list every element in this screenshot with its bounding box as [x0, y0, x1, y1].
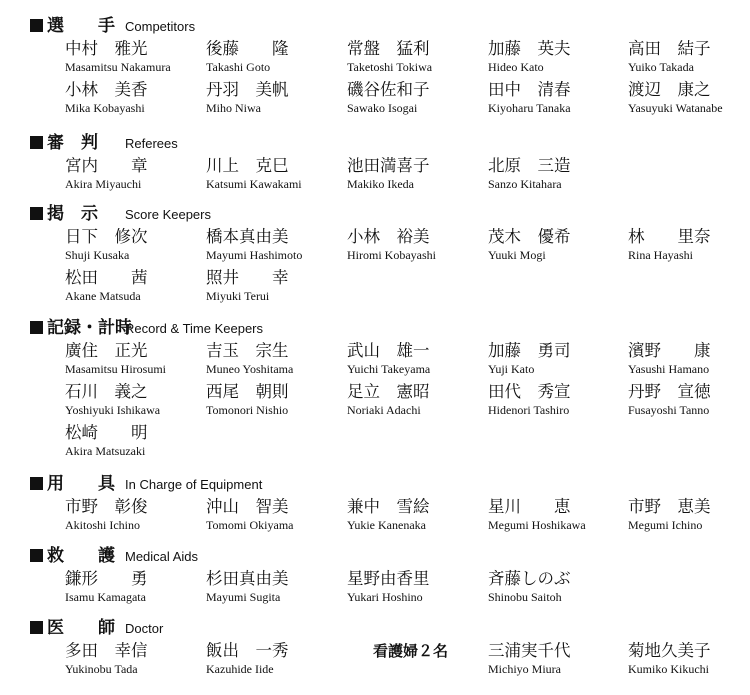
name-romaji: Masamitsu Hirosumi — [65, 362, 166, 376]
name-japanese: 足立 憲昭 — [347, 382, 430, 401]
name-japanese: 茂木 優希 — [488, 227, 571, 246]
bullet-square-icon — [30, 477, 43, 490]
name-romaji: Tomomi Okiyama — [206, 518, 294, 532]
name-romaji: Yuuki Mogi — [488, 248, 546, 262]
section-title-japanese: 選 手 — [47, 16, 115, 36]
name-romaji: Hideo Kato — [488, 60, 544, 74]
name-japanese: 廣住 正光 — [65, 341, 148, 360]
name-romaji: Miho Niwa — [206, 101, 261, 115]
section-title-english: Competitors — [125, 19, 196, 34]
name-japanese: 小林 裕美 — [347, 227, 430, 246]
name-japanese: 石川 義之 — [65, 382, 148, 401]
name-romaji: Shinobu Saitoh — [488, 590, 562, 604]
name-romaji: Akira Miyauchi — [65, 177, 142, 191]
name-romaji: Shuji Kusaka — [65, 248, 130, 262]
nurse-count-label: 看護婦２名 — [373, 642, 449, 660]
name-romaji: Mika Kobayashi — [65, 101, 145, 115]
name-japanese: 武山 雄一 — [347, 341, 430, 360]
name-japanese: 田中 清春 — [488, 80, 571, 99]
section-title-japanese: 掲 示 — [47, 204, 98, 224]
bullet-square-icon — [30, 321, 43, 334]
name-japanese: 渡辺 康之 — [628, 80, 711, 99]
name-japanese: 菊地久美子 — [628, 641, 711, 660]
name-romaji: Mayumi Hashimoto — [206, 248, 303, 262]
name-romaji: Masamitsu Nakamura — [65, 60, 171, 74]
bullet-square-icon — [30, 19, 43, 32]
name-japanese: 沖山 智美 — [206, 497, 289, 516]
name-japanese: 三浦実千代 — [488, 641, 571, 660]
name-romaji: Fusayoshi Tanno — [628, 403, 710, 417]
name-japanese: 松田 茜 — [65, 268, 148, 287]
name-romaji: Noriaki Adachi — [347, 403, 421, 417]
name-romaji: Yasushi Hamano — [628, 362, 710, 376]
name-romaji: Akitoshi Ichino — [65, 518, 140, 532]
name-japanese: 橋本真由美 — [206, 227, 289, 246]
section-title-japanese: 審 判 — [47, 133, 98, 153]
name-japanese: 磯谷佐和子 — [347, 80, 430, 99]
name-romaji: Yuji Kato — [488, 362, 535, 376]
name-japanese: 小林 美香 — [65, 80, 148, 99]
name-japanese: 星川 恵 — [488, 497, 571, 516]
name-japanese: 兼中 雪絵 — [347, 497, 430, 516]
name-japanese: 常盤 猛利 — [347, 39, 430, 58]
name-japanese: 松崎 明 — [65, 423, 148, 442]
bullet-square-icon — [30, 207, 43, 220]
name-romaji: Takashi Goto — [206, 60, 271, 74]
name-romaji: Akane Matsuda — [65, 289, 141, 303]
name-japanese: 丹羽 美帆 — [206, 80, 289, 99]
name-japanese: 中村 雅光 — [65, 39, 148, 58]
name-romaji: Kiyoharu Tanaka — [488, 101, 571, 115]
name-japanese: 市野 彰俊 — [65, 497, 148, 516]
name-romaji: Sawako Isogai — [347, 101, 418, 115]
name-romaji: Yuichi Takeyama — [347, 362, 431, 376]
section-title-english: In Charge of Equipment — [125, 477, 263, 492]
name-romaji: Mayumi Sugita — [206, 590, 281, 604]
name-japanese: 星野由香里 — [347, 569, 430, 588]
name-romaji: Kazuhide Iide — [206, 662, 274, 676]
name-romaji: Tomonori Nishio — [206, 403, 289, 417]
name-romaji: Hiromi Kobayashi — [347, 248, 436, 262]
name-japanese: 吉玉 宗生 — [206, 341, 289, 360]
name-romaji: Yasuyuki Watanabe — [628, 101, 723, 115]
name-japanese: 加藤 英夫 — [488, 39, 571, 58]
name-japanese: 市野 恵美 — [628, 497, 711, 516]
name-romaji: Megumi Hoshikawa — [488, 518, 586, 532]
name-japanese: 北原 三造 — [488, 156, 571, 175]
bullet-square-icon — [30, 621, 43, 634]
name-japanese: 加藤 勇司 — [488, 341, 571, 360]
name-japanese: 鎌形 勇 — [65, 569, 148, 588]
section-title-japanese: 医 師 — [47, 618, 115, 638]
section-title-japanese: 記録・計時 — [47, 318, 132, 338]
name-japanese: 濱野 康 — [628, 341, 711, 360]
name-japanese: 後藤 隆 — [206, 39, 289, 58]
bullet-square-icon — [30, 136, 43, 149]
name-romaji: Rina Hayashi — [628, 248, 693, 262]
name-japanese: 斉藤しのぶ — [488, 569, 571, 588]
name-romaji: Yoshiyuki Ishikawa — [65, 403, 161, 417]
name-romaji: Taketoshi Tokiwa — [347, 60, 433, 74]
name-romaji: Megumi Ichino — [628, 518, 703, 532]
name-romaji: Muneo Yoshitama — [206, 362, 294, 376]
name-romaji: Yuiko Takada — [628, 60, 694, 74]
name-japanese: 多田 幸信 — [65, 641, 148, 660]
name-japanese: 川上 克巳 — [206, 156, 289, 175]
name-romaji: Miyuki Terui — [206, 289, 270, 303]
section-title-english: Medical Aids — [125, 549, 198, 564]
name-romaji: Hidenori Tashiro — [488, 403, 570, 417]
name-romaji: Yukari Hoshino — [347, 590, 423, 604]
section-title-english: Record & Time Keepers — [125, 321, 264, 336]
section-title-english: Score Keepers — [125, 207, 211, 222]
name-romaji: Michiyo Miura — [488, 662, 561, 676]
name-romaji: Sanzo Kitahara — [488, 177, 562, 191]
name-romaji: Yukie Kanenaka — [347, 518, 426, 532]
section-title-japanese: 救 護 — [47, 546, 115, 566]
name-japanese: 高田 結子 — [628, 39, 711, 58]
name-romaji: Yukinobu Tada — [65, 662, 138, 676]
name-japanese: 照井 幸 — [206, 268, 289, 287]
name-romaji: Makiko Ikeda — [347, 177, 414, 191]
name-romaji: Akira Matsuzaki — [65, 444, 146, 458]
name-romaji: Kumiko Kikuchi — [628, 662, 709, 676]
name-romaji: Katsumi Kawakami — [206, 177, 302, 191]
section-title-english: Doctor — [125, 621, 164, 636]
section-title-english: Referees — [125, 136, 178, 151]
section-title-japanese: 用 具 — [47, 474, 115, 494]
name-japanese: 池田満喜子 — [347, 156, 430, 175]
name-japanese: 林 里奈 — [628, 227, 711, 246]
name-japanese: 日下 修次 — [65, 227, 148, 246]
name-japanese: 杉田真由美 — [206, 569, 289, 588]
name-romaji: Isamu Kamagata — [65, 590, 146, 604]
name-japanese: 飯出 一秀 — [206, 641, 289, 660]
bullet-square-icon — [30, 549, 43, 562]
name-japanese: 宮内 章 — [65, 156, 148, 175]
name-japanese: 丹野 宣徳 — [628, 382, 711, 401]
name-japanese: 田代 秀宣 — [488, 382, 571, 401]
name-japanese: 西尾 朝則 — [206, 382, 289, 401]
